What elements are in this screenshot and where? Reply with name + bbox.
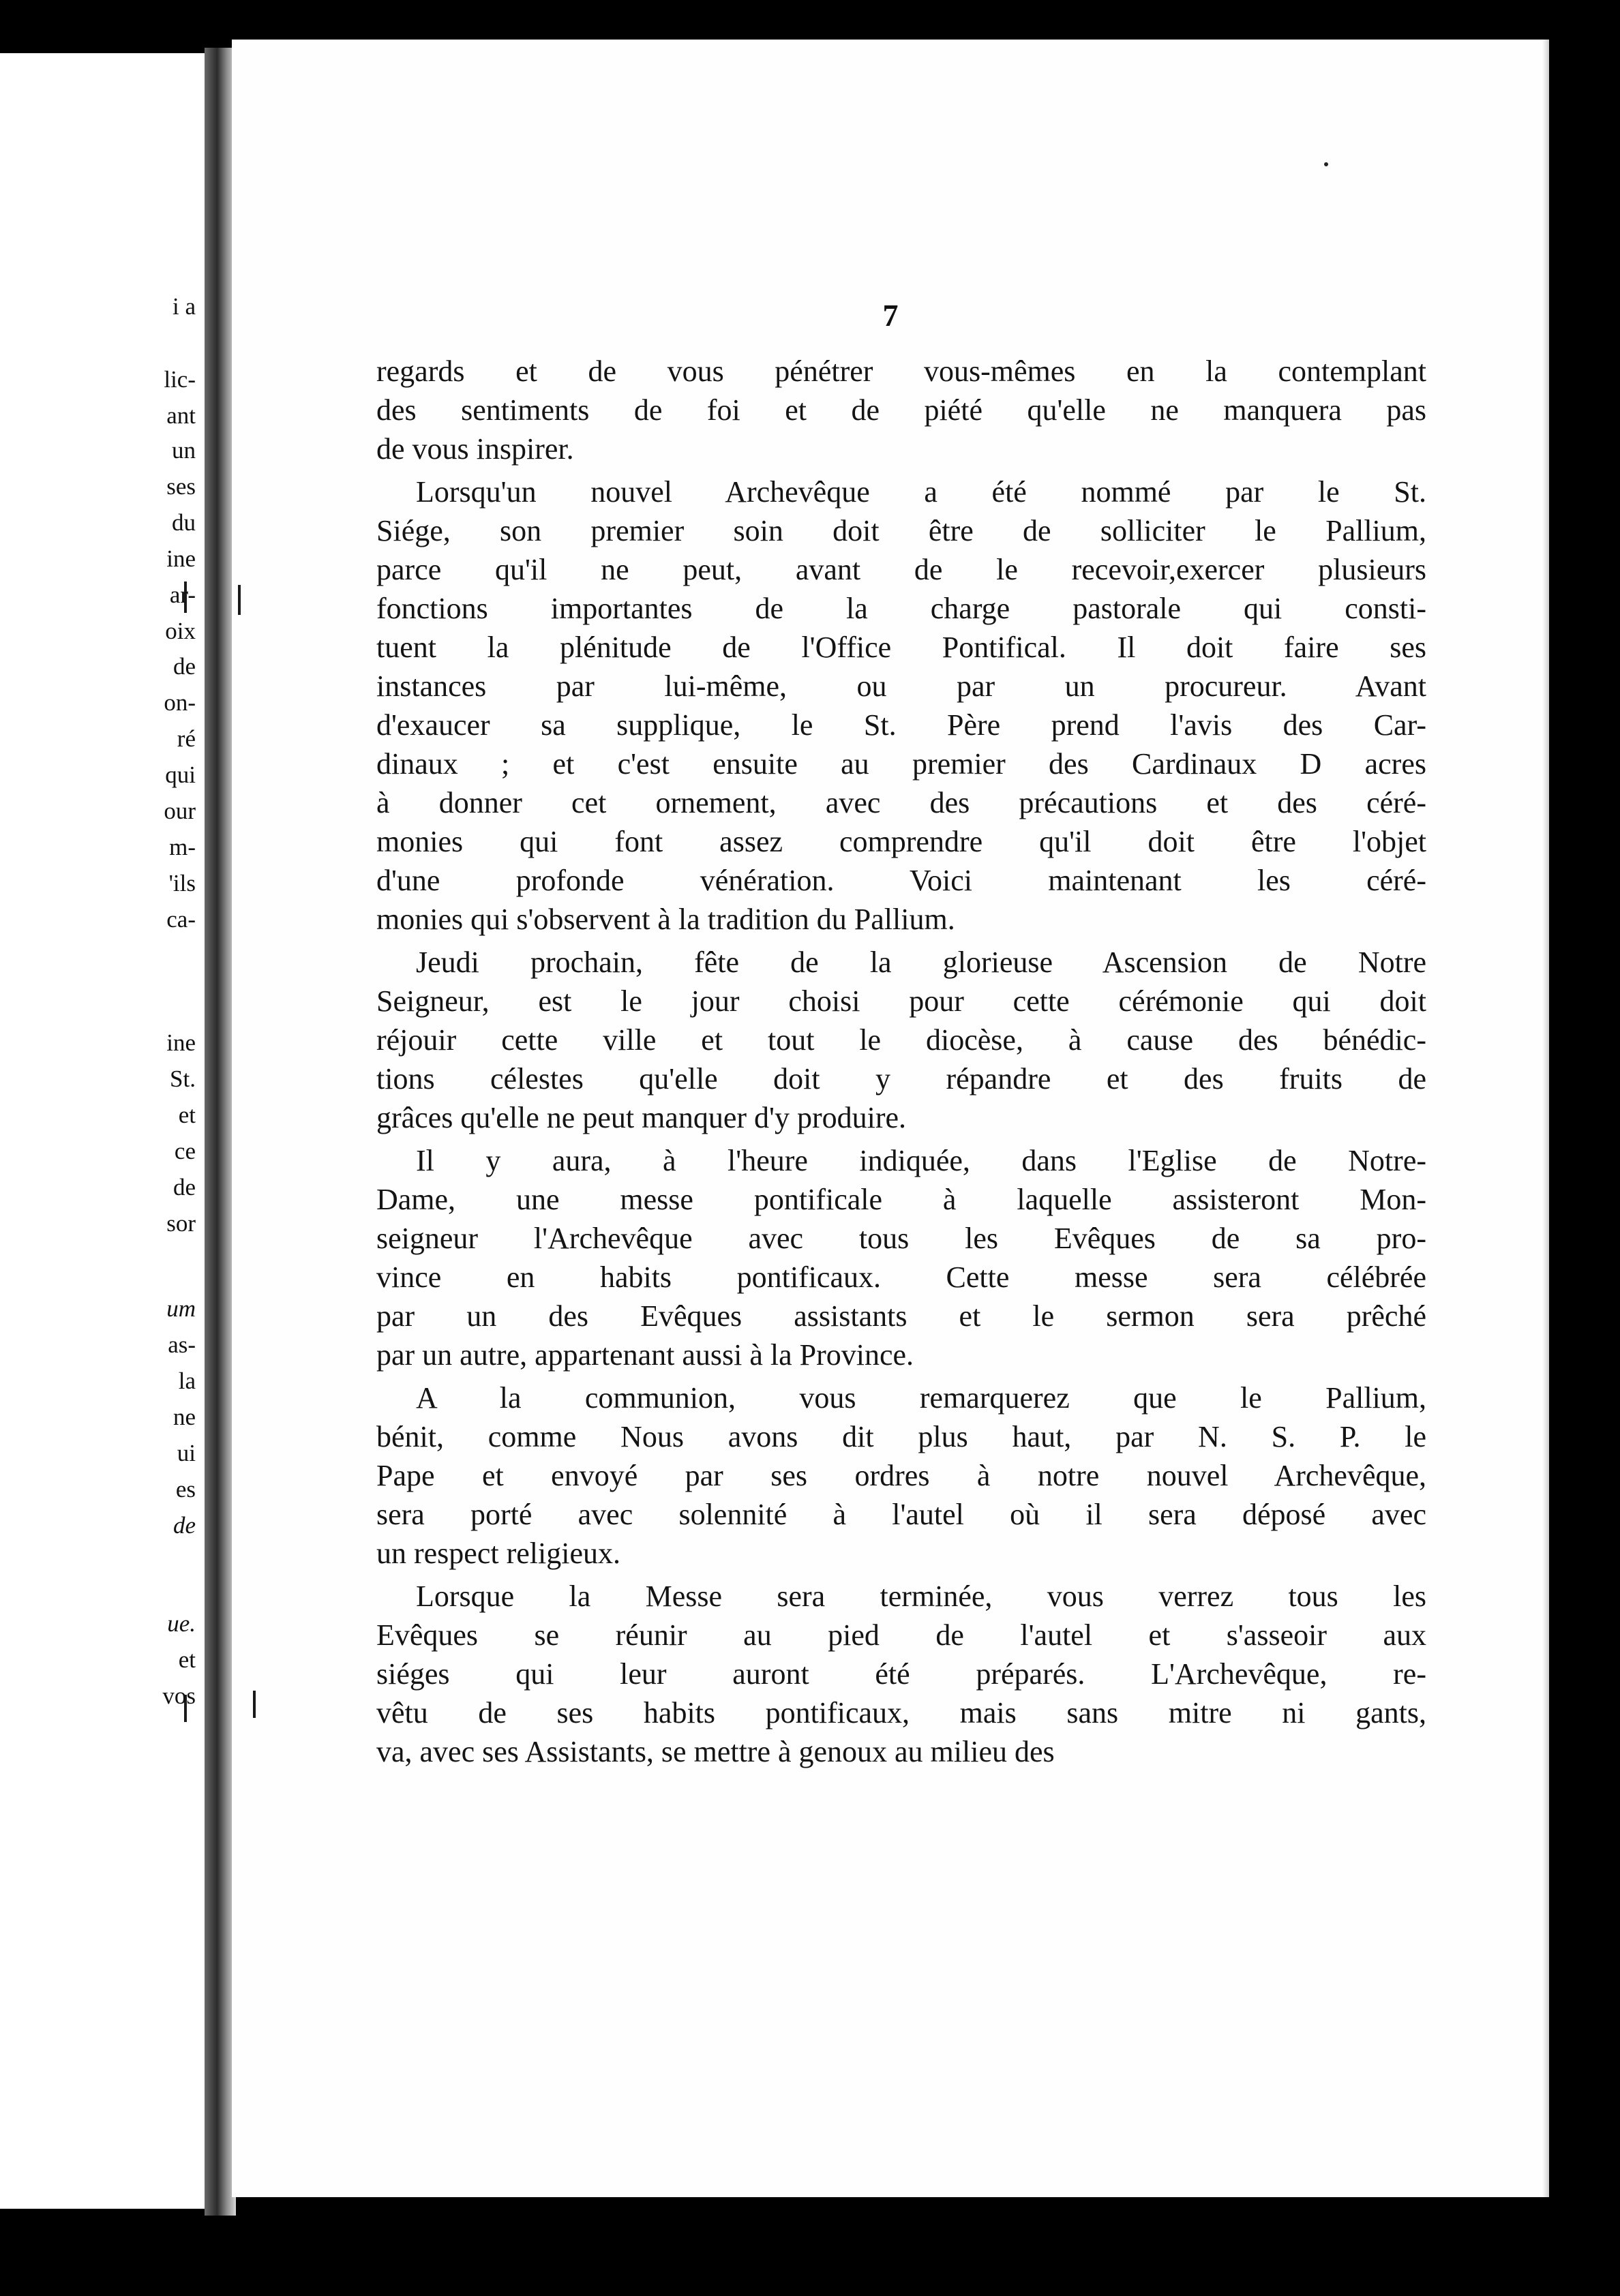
text-line: grâces qu'elle ne peut manquer d'y produire.	[376, 1101, 907, 1134]
page-number: 7	[882, 298, 899, 333]
text-line: regards et de vous pénétrer vous-mêmes en la contemplant	[376, 354, 1426, 388]
text-line: seigneur l'Archevêque avec tous les Evêques de sa pro-	[376, 1222, 1426, 1255]
text-line: vêtu de ses habits pontificaux, mais sans mitre ni gants,	[376, 1696, 1426, 1729]
text-line: des sentiments de foi et de piété qu'elle ne manquera pas	[376, 393, 1426, 427]
body-text	[376, 352, 1426, 1771]
text-line: par un des Evêques assistants et le sermon sera prêché	[376, 1299, 1426, 1333]
text-line: va, avec ses Assistants, se mettre à genoux au milieu des	[376, 1735, 1055, 1768]
text-line: réjouir cette ville et tout le diocèse, à cause des bénédic-	[376, 1023, 1426, 1057]
left-page-fragment: lic-	[164, 366, 196, 393]
left-page-fragment: de	[172, 1174, 196, 1200]
text-line: sera porté avec solennité à l'autel où il sera déposé avec	[376, 1498, 1426, 1531]
text-line: par un autre, appartenant aussi à la Province.	[376, 1338, 914, 1372]
left-page-fragment: um	[166, 1295, 196, 1322]
text-line: instances par lui-même, ou par un procureur. Avant	[376, 669, 1426, 703]
left-page-fragment: du	[172, 509, 196, 536]
left-page-fragment: ine	[166, 1029, 196, 1056]
text-line: Seigneur, est le jour choisi pour cette cérémonie qui doit	[376, 984, 1426, 1018]
left-page-fragment: on-	[164, 689, 196, 716]
left-page-fragment: sor	[166, 1210, 196, 1237]
text-line: Siége, son premier soin doit être de solliciter le Pallium,	[376, 514, 1426, 547]
left-page-fragment: ca-	[166, 906, 196, 933]
text-line: A la communion, vous remarquerez que le Pallium,	[416, 1381, 1426, 1415]
paper-speck	[1324, 162, 1328, 166]
text-line: dinaux ; et c'est ensuite au premier des Cardinaux D acres	[376, 747, 1426, 781]
text-line: tions célestes qu'elle doit y répandre et des fruits de	[376, 1062, 1426, 1096]
left-page-fragment: i a	[172, 293, 196, 320]
left-page-fragment: oix	[165, 618, 196, 644]
text-line: tuent la plénitude de l'Office Pontifical. Il doit faire ses	[376, 631, 1426, 664]
left-page-fragment: ine	[166, 545, 196, 572]
left-page-fragment: ar-	[169, 581, 196, 608]
left-page-fragment: la	[178, 1368, 196, 1394]
page-edge	[1542, 40, 1549, 2197]
text-line: un respect religieux.	[376, 1537, 620, 1570]
left-page-fragment: ne	[172, 1404, 196, 1430]
text-line: monies qui font assez comprendre qu'il doit être l'objet	[376, 825, 1426, 858]
left-page-fragment: as-	[168, 1331, 196, 1358]
text-line: d'exaucer sa supplique, le St. Père prend l'avis des Car-	[376, 708, 1426, 742]
left-page-fragment: qui	[165, 761, 196, 788]
margin-mark	[238, 585, 241, 615]
right-page	[232, 40, 1549, 2197]
left-page-fragment: de	[172, 653, 196, 680]
left-page-fragment: ses	[166, 473, 196, 500]
text-line: fonctions importantes de la charge pastorale qui consti-	[376, 592, 1426, 625]
text-line: Pape et envoyé par ses ordres à notre nouvel Archevêque,	[376, 1459, 1426, 1492]
text-line: Lorsqu'un nouvel Archevêque a été nommé par le St.	[416, 475, 1426, 509]
left-page-fragment: ui	[177, 1440, 196, 1466]
left-page-fragment: et	[178, 1646, 196, 1673]
left-page-fragment: ue.	[167, 1610, 196, 1637]
left-page-fragment: 'ils	[168, 870, 196, 896]
text-line: parce qu'il ne peut, avant de le recevoir,exercer plusieurs	[376, 553, 1426, 586]
left-page-fragment: St.	[170, 1066, 196, 1092]
text-line: Evêques se réunir au pied de l'autel et s'asseoir aux	[376, 1618, 1426, 1652]
text-line: d'une profonde vénération. Voici maintenant les céré-	[376, 864, 1426, 897]
left-facing-page	[0, 53, 208, 2209]
text-line: Jeudi prochain, fête de la glorieuse Ascension de Notre	[416, 946, 1426, 979]
text-line: Il y aura, à l'heure indiquée, dans l'Eglise de Notre-	[416, 1144, 1426, 1177]
text-line: vince en habits pontificaux. Cette messe sera célébrée	[376, 1260, 1426, 1294]
left-page-fragment: et	[178, 1102, 196, 1128]
left-page-fragment: un	[172, 437, 196, 464]
left-page-fragment: our	[164, 798, 196, 824]
text-line: à donner cet ornement, avec des précautions et des céré-	[376, 786, 1426, 819]
text-line: Lorsque la Messe sera terminée, vous verrez tous les	[416, 1580, 1426, 1613]
left-page-fragment: ce	[174, 1138, 196, 1164]
left-page-fragment: vos	[162, 1682, 196, 1709]
margin-mark	[253, 1691, 256, 1718]
text-line: bénit, comme Nous avons dit plus haut, par N. S. P. le	[376, 1420, 1426, 1453]
left-page-fragment: ant	[166, 402, 196, 429]
text-line: siéges qui leur auront été préparés. L'Archevêque, re-	[376, 1657, 1426, 1691]
left-page-fragment: m-	[169, 834, 196, 860]
left-page-fragment: es	[175, 1476, 196, 1502]
text-line: monies qui s'observent à la tradition du Pallium.	[376, 903, 955, 936]
left-page-fragment: de	[172, 1512, 196, 1539]
text-line: Dame, une messe pontificale à laquelle assisteront Mon-	[376, 1183, 1426, 1216]
left-page-fragment: ré	[177, 725, 196, 752]
text-line: de vous inspirer.	[376, 432, 574, 466]
